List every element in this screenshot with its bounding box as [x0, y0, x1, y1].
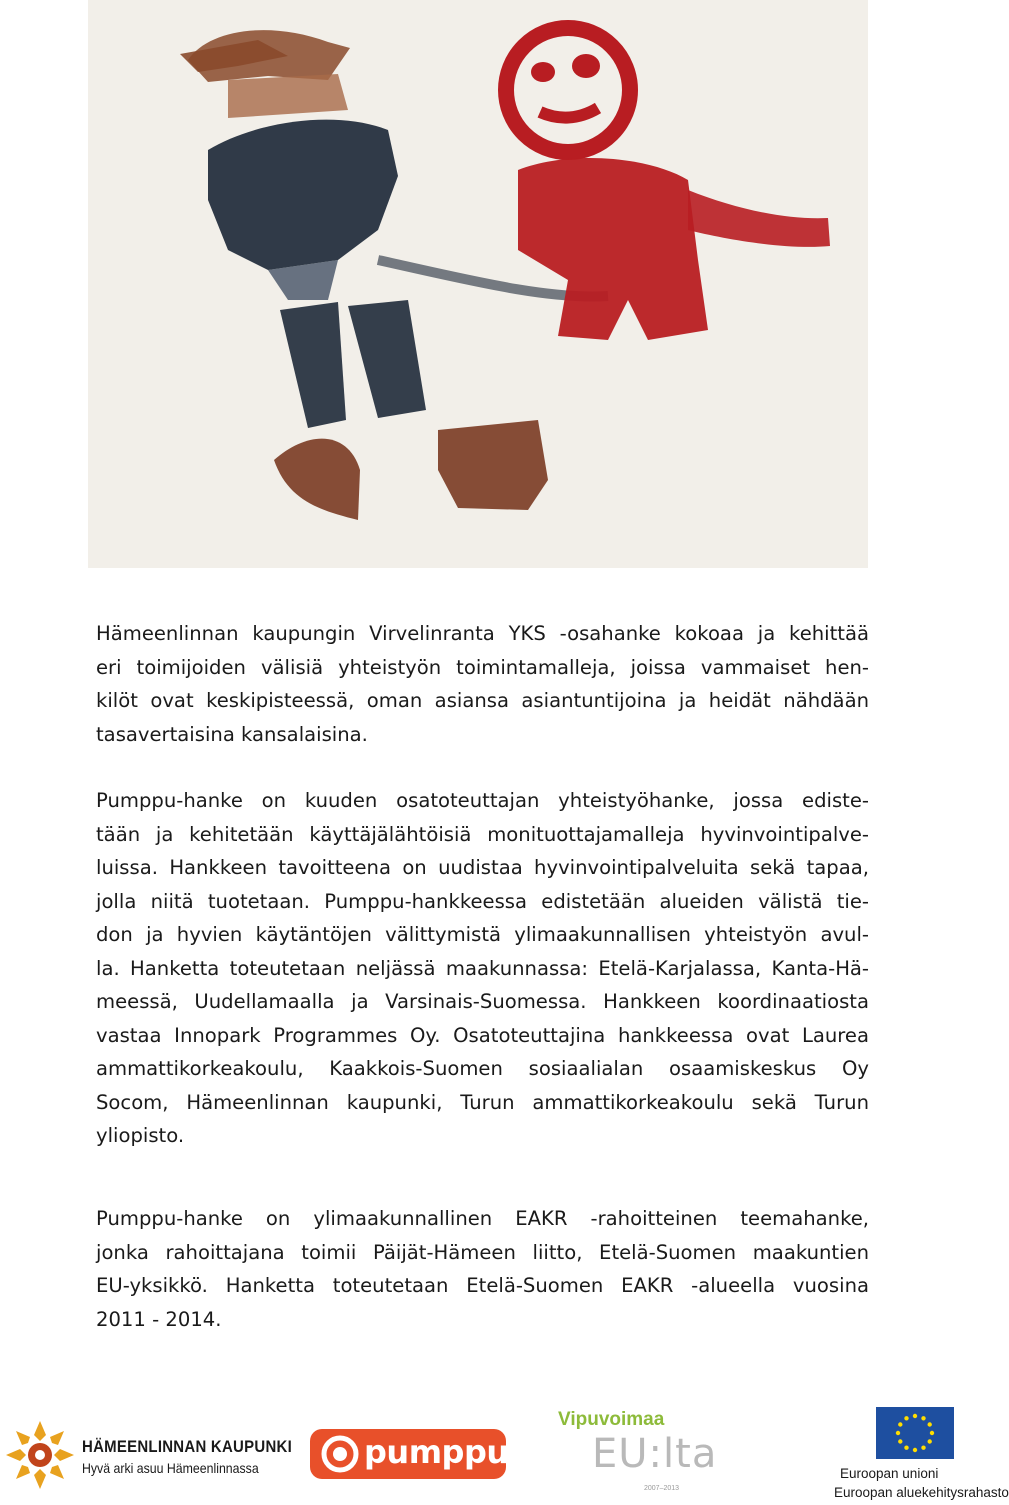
vipuvoimaa-logo[interactable] — [550, 1409, 750, 1499]
paragraph-virvelinranta — [96, 617, 869, 751]
pumppu-circle-icon — [320, 1434, 360, 1474]
text-line: don ja hyvien käytäntöjen välittymistä ylimaakunnallisen yhteistyön avul- — [96, 923, 869, 946]
text-line: vastaa Innopark Programmes Oy. Osatoteuttajina hankkeessa ovat Laurea — [96, 1023, 869, 1047]
hameenlinna-name: HÄMEENLINNAN KAUPUNKI — [82, 1437, 293, 1456]
text-line: eri toimijoiden välisiä yhteistyön toimintamalleja, joissa vammaiset hen- — [96, 655, 869, 679]
text-line: Hämeenlinnan kaupungin Virvelinranta YKS -osahanke kokoaa ja kehittää — [96, 622, 869, 645]
sun-emblem-icon — [0, 1415, 80, 1495]
eu-flag-icon[interactable] — [876, 1407, 954, 1459]
footer-logos — [0, 1395, 1009, 1505]
text-line: Socom, Hämeenlinnan kaupunki, Turun ammattikorkeakoulu sekä Turun — [96, 1090, 869, 1114]
text-line: tasavertaisina kansalaisina. — [96, 722, 368, 746]
text-line: la. Hanketta toteutetaan neljässä maakunnassa: Etelä-Karjalassa, Kanta-Hä- — [96, 956, 869, 980]
eu-fund-label: Euroopan aluekehitysrahasto — [834, 1485, 1009, 1500]
hameenlinna-tagline: Hyvä arki asuu Hämeenlinnassa — [82, 1460, 259, 1476]
pumppu-logo[interactable] — [310, 1429, 509, 1479]
child-painting — [88, 0, 868, 568]
text-line: 2011 - 2014. — [96, 1307, 222, 1331]
painting-illustration — [88, 0, 868, 568]
text-line: kilöt ovat keskipisteessä, oman asiansa asiantuntijoina ja heidät nähdään — [96, 689, 869, 712]
text-line: yliopisto. — [96, 1124, 185, 1147]
vipuvoimaa-years: 2007–2013 — [644, 1485, 680, 1492]
text-line: tään ja kehitetään käyttäjälähtöisiä monituottajamalleja hyvinvointipalve- — [96, 822, 869, 846]
text-line: jolla niitä tuotetaan. Pumppu-hankkeessa edistetään alueiden välistä tie- — [96, 889, 869, 913]
text-line: jonka rahoittajana toimii Päijät-Hämeen liitto, Etelä-Suomen maakuntien — [96, 1240, 869, 1264]
pumppu-wordmark: pumppu — [364, 1433, 509, 1471]
text-line: meessä, Uudellamaalla ja Varsinais-Suomessa. Hankkeen koordinaatiosta — [96, 990, 869, 1013]
eu-union-label: Euroopan unioni — [840, 1466, 939, 1481]
vipuvoimaa-eu-text: EU:lta — [592, 1431, 718, 1477]
text-line: EU-yksikkö. Hanketta toteutetaan Etelä-Suomen EAKR -alueella vuosina — [96, 1274, 869, 1297]
text-line: Pumppu-hanke on ylimaakunnallinen EAKR -rahoitteinen teemahanke, — [96, 1207, 869, 1230]
paragraph-eakr-funding — [96, 1202, 869, 1336]
text-line: Pumppu-hanke on kuuden osatoteuttajan yhteistyöhanke, jossa ediste- — [96, 789, 869, 812]
text-line: ammattikorkeakoulu, Kaakkois-Suomen sosiaalialan osaamiskeskus Oy — [96, 1057, 869, 1080]
vipuvoimaa-title: Vipuvoimaa — [558, 1409, 665, 1430]
eu-stars-icon — [876, 1407, 954, 1459]
hameenlinna-logo[interactable] — [0, 1415, 300, 1495]
text-line: luissa. Hankkeen tavoitteena on uudistaa hyvinvointipalveluita sekä tapaa, — [96, 856, 869, 879]
paragraph-pumppu-hanke — [96, 784, 869, 1153]
